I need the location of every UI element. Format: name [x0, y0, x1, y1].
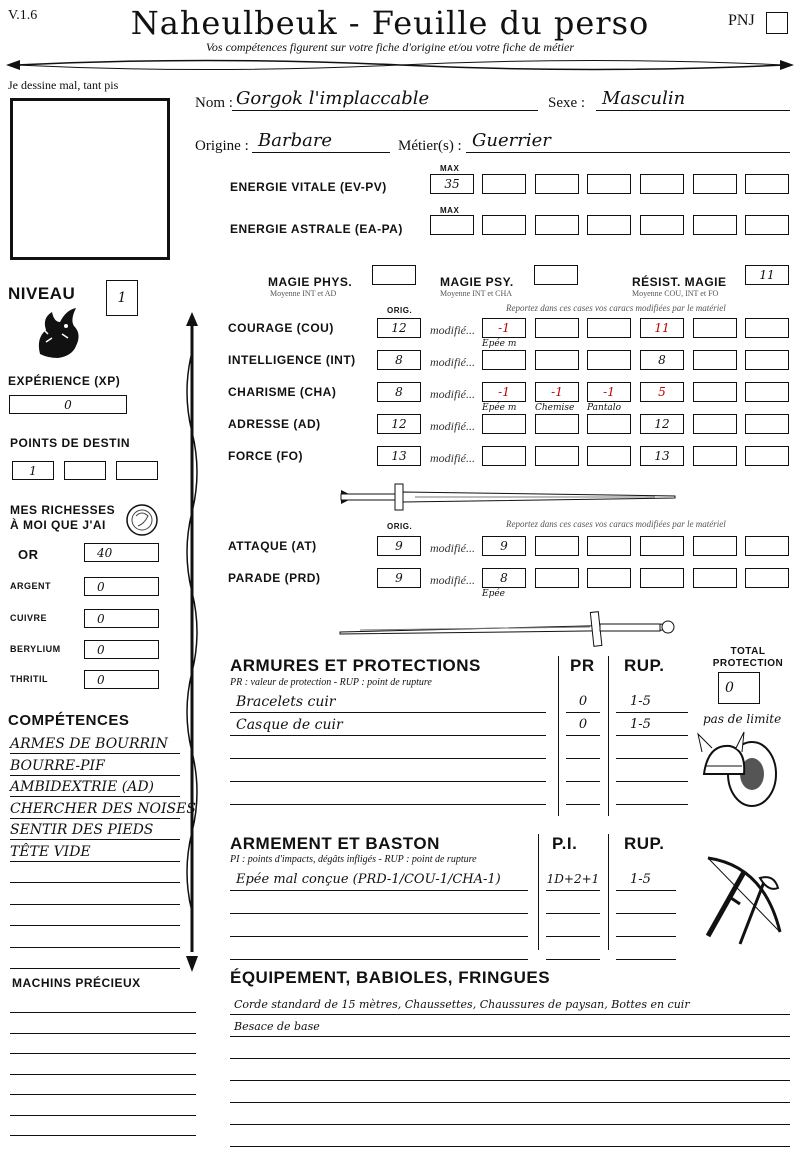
- page-title: Naheulbeuk - Feuille du perso: [130, 4, 650, 42]
- competence-item[interactable]: SENTIR DES PIEDS: [10, 822, 154, 838]
- stat-mod-box[interactable]: 9: [482, 536, 526, 556]
- competence-line: [10, 818, 180, 819]
- dragon-icon: [32, 304, 84, 360]
- resist-magie-sub: Moyenne COU, INT et FO: [632, 289, 719, 298]
- money-label: BERYLIUM: [10, 644, 61, 654]
- ev-box-6[interactable]: [745, 174, 789, 194]
- machins-line[interactable]: [10, 1094, 196, 1095]
- modifie-label: modifié...: [430, 541, 475, 555]
- armures-divider-1: [558, 656, 559, 816]
- richesses-label-2: À MOI QUE J'AI: [10, 518, 106, 532]
- resist-magie-box[interactable]: 11: [745, 265, 789, 285]
- armement-title: ARMEMENT ET BASTON: [230, 834, 440, 853]
- helmet-shield-icon: [694, 724, 784, 814]
- stat-mod-box[interactable]: [535, 350, 579, 370]
- stat-mod-box[interactable]: [535, 318, 579, 338]
- origine-label: Origine :: [195, 138, 249, 154]
- stat-mod-note: Pantalo: [587, 403, 622, 413]
- equipement-line: [230, 1080, 790, 1081]
- stat-mod-box[interactable]: [587, 536, 631, 556]
- modifie-label: modifié...: [430, 387, 475, 401]
- stat-mod-box[interactable]: [587, 446, 631, 466]
- stat-mod-box[interactable]: [745, 414, 789, 434]
- destin-box-2[interactable]: [64, 461, 106, 480]
- modifie-label: modifié...: [430, 573, 475, 587]
- stat-mod-note: Epée m: [482, 339, 517, 349]
- sword-icon-2: [330, 608, 682, 648]
- destin-label: POINTS DE DESTIN: [10, 436, 131, 450]
- arme-line: [230, 913, 528, 914]
- stat-mod-box[interactable]: [745, 382, 789, 402]
- money-label: OR: [18, 547, 39, 562]
- niveau-label: NIVEAU: [8, 284, 76, 303]
- stat-mod-box[interactable]: [535, 568, 579, 588]
- stat-mod-box[interactable]: [482, 350, 526, 370]
- armement-sub: PI : points d'impacts, dégâts infligés - RUP : point de rupture: [230, 854, 477, 865]
- machins-line[interactable]: [10, 1053, 196, 1054]
- modifie-label: modifié...: [430, 355, 475, 369]
- magie-phys-sub: Moyenne INT et AD: [270, 289, 337, 298]
- competence-line: [10, 796, 180, 797]
- competence-line: [10, 925, 180, 926]
- resist-magie-label: RÉSIST. MAGIE: [632, 275, 727, 289]
- competence-line: [10, 839, 180, 840]
- stat-orig-box[interactable]: 13: [377, 446, 421, 466]
- stat-mod-box[interactable]: -1: [587, 382, 631, 402]
- ea-box-1[interactable]: [482, 215, 526, 235]
- armement-rup-label: RUP.: [624, 834, 665, 853]
- stat-mod-box[interactable]: -1: [482, 382, 526, 402]
- competence-item[interactable]: AMBIDEXTRIE (AD): [10, 779, 155, 795]
- stat-mod-box[interactable]: [535, 446, 579, 466]
- stat-mod-box[interactable]: [745, 318, 789, 338]
- stat-mod-note: Chemise: [535, 403, 575, 413]
- competence-item[interactable]: TÊTE VIDE: [10, 843, 91, 860]
- stat-mod-box[interactable]: 12: [640, 414, 684, 434]
- armures-pr-label: PR: [570, 656, 595, 675]
- equipement-title: ÉQUIPEMENT, BABIOLES, FRINGUES: [230, 968, 551, 987]
- destin-box-1[interactable]: 1: [12, 461, 54, 480]
- stat-mod-box[interactable]: [745, 568, 789, 588]
- niveau-box[interactable]: 1: [106, 280, 138, 316]
- arme-line: [230, 890, 528, 891]
- nom-label: Nom :: [195, 95, 233, 111]
- armure-rup-line: [616, 735, 688, 736]
- destin-box-3[interactable]: [116, 461, 158, 480]
- magie-psy-sub: Moyenne INT et CHA: [440, 289, 513, 298]
- stat-mod-box[interactable]: [745, 536, 789, 556]
- competence-item[interactable]: CHERCHER DES NOISES: [10, 800, 196, 817]
- stat-mod-note: Epée m: [482, 403, 517, 413]
- stat-mod-box[interactable]: 13: [640, 446, 684, 466]
- armure-pr[interactable]: 0: [578, 717, 588, 732]
- stat-label: PARADE (PRD): [228, 571, 321, 585]
- armement-pi-label: P.I.: [552, 834, 578, 853]
- arme-name[interactable]: Epée mal conçue (PRD-1/COU-1/CHA-1): [236, 872, 501, 887]
- stats-note-combat: Reportez dans ces cases vos caracs modifiées par le matériel: [506, 519, 726, 529]
- armure-pr-line: [566, 735, 600, 736]
- competence-line: [10, 882, 180, 883]
- orig-label: ORIG.: [387, 306, 413, 315]
- armures-sub: PR : valeur de protection - RUP : point de rupture: [230, 677, 432, 688]
- stat-mod-box[interactable]: [587, 568, 631, 588]
- armure-rup-line: [616, 758, 688, 759]
- money-value-box[interactable]: 0: [84, 577, 159, 596]
- armure-rup-line: [616, 804, 688, 805]
- stat-mod-box[interactable]: -1: [482, 318, 526, 338]
- modifie-label: modifié...: [430, 451, 475, 465]
- equipement-line-text[interactable]: Corde standard de 15 mètres, Chaussettes, Chaussures de paysan, Bottes en cuir: [234, 998, 690, 1011]
- stat-orig-box[interactable]: 12: [377, 414, 421, 434]
- stats-note: Reportez dans ces cases vos caracs modifiées par le matériel: [506, 303, 726, 313]
- arme-pi-line: [546, 959, 600, 960]
- stat-mod-box[interactable]: [640, 568, 684, 588]
- stat-orig-box[interactable]: 9: [377, 536, 421, 556]
- stat-mod-box[interactable]: [693, 536, 737, 556]
- stat-orig-box[interactable]: 12: [377, 318, 421, 338]
- armure-pr-line: [566, 758, 600, 759]
- armure-rup-line: [616, 781, 688, 782]
- xp-label: EXPÉRIENCE (XP): [8, 374, 121, 388]
- equipement-line: [230, 1036, 790, 1037]
- competence-item[interactable]: BOURRE-PIF: [10, 757, 105, 774]
- competence-line: [10, 947, 180, 948]
- stat-mod-box[interactable]: [693, 568, 737, 588]
- ev-box-3[interactable]: [587, 174, 631, 194]
- money-label: ARGENT: [10, 581, 51, 591]
- stat-label: ATTAQUE (AT): [228, 539, 317, 553]
- portrait-box[interactable]: [10, 98, 170, 260]
- equipement-line: [230, 1058, 790, 1059]
- stat-mod-box[interactable]: [745, 446, 789, 466]
- total-label-2: PROTECTION: [712, 658, 784, 669]
- sexe-field[interactable]: Masculin: [602, 88, 686, 109]
- stat-mod-box[interactable]: [693, 382, 737, 402]
- machins-line[interactable]: [10, 1012, 196, 1013]
- ev-box-4[interactable]: [640, 174, 684, 194]
- arme-rup-line: [616, 959, 676, 960]
- stat-mod-box[interactable]: [535, 414, 579, 434]
- stat-mod-box[interactable]: [640, 536, 684, 556]
- ea-box-2[interactable]: [535, 215, 579, 235]
- portrait-caption: Je dessine mal, tant pis: [8, 78, 119, 92]
- stat-mod-box[interactable]: [693, 446, 737, 466]
- arme-rup-line: [616, 890, 676, 891]
- armement-divider-2: [608, 834, 609, 950]
- stat-mod-box[interactable]: [587, 414, 631, 434]
- armure-line: [230, 735, 546, 736]
- armure-pr-line: [566, 712, 600, 713]
- arme-rup-line: [616, 913, 676, 914]
- money-value-box[interactable]: 0: [84, 640, 159, 659]
- equipement-line: [230, 1146, 790, 1147]
- subtitle: Vos compétences figurent sur votre fiche d'origine et/ou votre fiche de métier: [205, 40, 575, 54]
- sexe-line: [596, 110, 790, 111]
- arme-pi-line: [546, 936, 600, 937]
- armure-pr[interactable]: 0: [578, 694, 588, 709]
- competence-line: [10, 775, 180, 776]
- armure-line: [230, 781, 546, 782]
- richesses-label-1: MES RICHESSES: [10, 503, 116, 517]
- equipement-line: [230, 1014, 790, 1015]
- ev-box-5[interactable]: [693, 174, 737, 194]
- coin-icon: [124, 502, 160, 538]
- money-label: CUIVRE: [10, 613, 48, 623]
- stat-mod-box[interactable]: [587, 350, 631, 370]
- stat-mod-box[interactable]: 5: [640, 382, 684, 402]
- armure-pr-line: [566, 781, 600, 782]
- arme-rup[interactable]: 1-5: [630, 872, 651, 887]
- armures-title: ARMURES ET PROTECTIONS: [230, 656, 481, 675]
- modifie-label: modifié...: [430, 419, 475, 433]
- sword-icon-1: [335, 480, 685, 514]
- machins-line[interactable]: [10, 1115, 196, 1116]
- money-value-box[interactable]: 40: [84, 543, 159, 562]
- ea-max-box[interactable]: [430, 215, 474, 235]
- machins-label: MACHINS PRÉCIEUX: [12, 976, 141, 990]
- stat-mod-box[interactable]: 8: [640, 350, 684, 370]
- ea-box-6[interactable]: [745, 215, 789, 235]
- machins-line[interactable]: [10, 1033, 196, 1034]
- competence-line: [10, 861, 180, 862]
- armement-divider-1: [538, 834, 539, 950]
- money-label: THRITIL: [10, 674, 48, 684]
- armure-rup-line: [616, 712, 688, 713]
- armure-rup[interactable]: 1-5: [630, 717, 651, 732]
- total-label-1: TOTAL: [730, 646, 766, 657]
- arme-line: [230, 959, 528, 960]
- stat-label: FORCE (FO): [228, 449, 303, 463]
- equipement-line: [230, 1102, 790, 1103]
- xp-box[interactable]: 0: [9, 395, 127, 414]
- ea-box-3[interactable]: [587, 215, 631, 235]
- armure-name[interactable]: Casque de cuir: [236, 717, 343, 733]
- money-value-box[interactable]: 0: [84, 670, 159, 689]
- max-label-ea: MAX: [440, 206, 460, 215]
- max-label-ev: MAX: [440, 164, 460, 173]
- armure-line: [230, 758, 546, 759]
- stat-label: ADRESSE (AD): [228, 417, 321, 431]
- competence-line: [10, 968, 180, 969]
- armure-line: [230, 804, 546, 805]
- stat-mod-box[interactable]: 8: [482, 568, 526, 588]
- origine-line: [252, 152, 390, 153]
- stat-orig-box[interactable]: 8: [377, 350, 421, 370]
- competence-item[interactable]: ARMES DE BOURRIN: [10, 736, 168, 752]
- pnj-checkbox[interactable]: [766, 12, 788, 34]
- competence-line: [10, 753, 180, 754]
- ea-label: ENERGIE ASTRALE (EA-PA): [230, 222, 403, 236]
- stat-mod-box[interactable]: [482, 414, 526, 434]
- version-label: V.1.6: [8, 8, 38, 23]
- pas-de-limite: pas de limite: [703, 712, 782, 726]
- magie-psy-label: MAGIE PSY.: [440, 275, 514, 289]
- armures-rup-label: RUP.: [624, 656, 665, 675]
- nom-field[interactable]: Gorgok l'implaccable: [236, 88, 430, 109]
- money-value-box[interactable]: 0: [84, 609, 159, 628]
- stat-label: CHARISME (CHA): [228, 385, 337, 399]
- stat-orig-box[interactable]: 8: [377, 382, 421, 402]
- arme-pi-line: [546, 890, 600, 891]
- arme-rup-line: [616, 936, 676, 937]
- machins-line[interactable]: [10, 1135, 196, 1136]
- ea-box-4[interactable]: [640, 215, 684, 235]
- stat-label: INTELLIGENCE (INT): [228, 353, 356, 367]
- stat-mod-box[interactable]: 11: [640, 318, 684, 338]
- armure-line: [230, 712, 546, 713]
- staff-icon: [180, 312, 204, 972]
- stat-mod-box[interactable]: [587, 318, 631, 338]
- stat-mod-box[interactable]: [693, 350, 737, 370]
- ev-label: ENERGIE VITALE (EV-PV): [230, 180, 387, 194]
- ea-box-5[interactable]: [693, 215, 737, 235]
- stat-mod-box[interactable]: [745, 350, 789, 370]
- arme-pi[interactable]: 1D+2+1: [546, 872, 600, 886]
- origine-field[interactable]: Barbare: [258, 130, 333, 151]
- stat-mod-box[interactable]: [693, 414, 737, 434]
- stat-mod-note: Epée: [482, 589, 505, 599]
- magie-psy-box[interactable]: [534, 265, 578, 285]
- arme-pi-line: [546, 913, 600, 914]
- weapons-icon: [694, 852, 794, 948]
- total-protection-box[interactable]: 0: [718, 672, 760, 704]
- arme-line: [230, 936, 528, 937]
- stat-mod-box[interactable]: -1: [535, 382, 579, 402]
- sexe-label: Sexe :: [548, 95, 586, 111]
- ev-box-1[interactable]: [482, 174, 526, 194]
- metier-label: Métier(s) :: [398, 138, 462, 154]
- stat-mod-box[interactable]: [535, 536, 579, 556]
- equipement-line: [230, 1124, 790, 1125]
- armures-divider-2: [608, 656, 609, 816]
- nom-line: [232, 110, 538, 111]
- armure-name[interactable]: Bracelets cuir: [236, 694, 336, 710]
- stat-label: COURAGE (COU): [228, 321, 334, 335]
- stat-mod-box[interactable]: [693, 318, 737, 338]
- orig-label-combat: ORIG.: [387, 522, 413, 531]
- competences-label: COMPÉTENCES: [8, 712, 130, 729]
- magie-phys-label: MAGIE PHYS.: [268, 275, 353, 289]
- metier-field[interactable]: Guerrier: [472, 130, 551, 151]
- ev-max-box[interactable]: 35: [430, 174, 474, 194]
- competence-line: [10, 904, 180, 905]
- modifie-label: modifié...: [430, 323, 475, 337]
- metier-line: [466, 152, 790, 153]
- armure-pr-line: [566, 804, 600, 805]
- ornament-divider: [6, 54, 794, 76]
- armure-rup[interactable]: 1-5: [630, 694, 651, 709]
- machins-line[interactable]: [10, 1074, 196, 1075]
- pnj-label: PNJ: [728, 12, 755, 29]
- stat-mod-box[interactable]: [482, 446, 526, 466]
- equipement-line-text[interactable]: Besace de base: [234, 1020, 320, 1033]
- stat-orig-box[interactable]: 9: [377, 568, 421, 588]
- ev-box-2[interactable]: [535, 174, 579, 194]
- magie-phys-box[interactable]: [372, 265, 416, 285]
